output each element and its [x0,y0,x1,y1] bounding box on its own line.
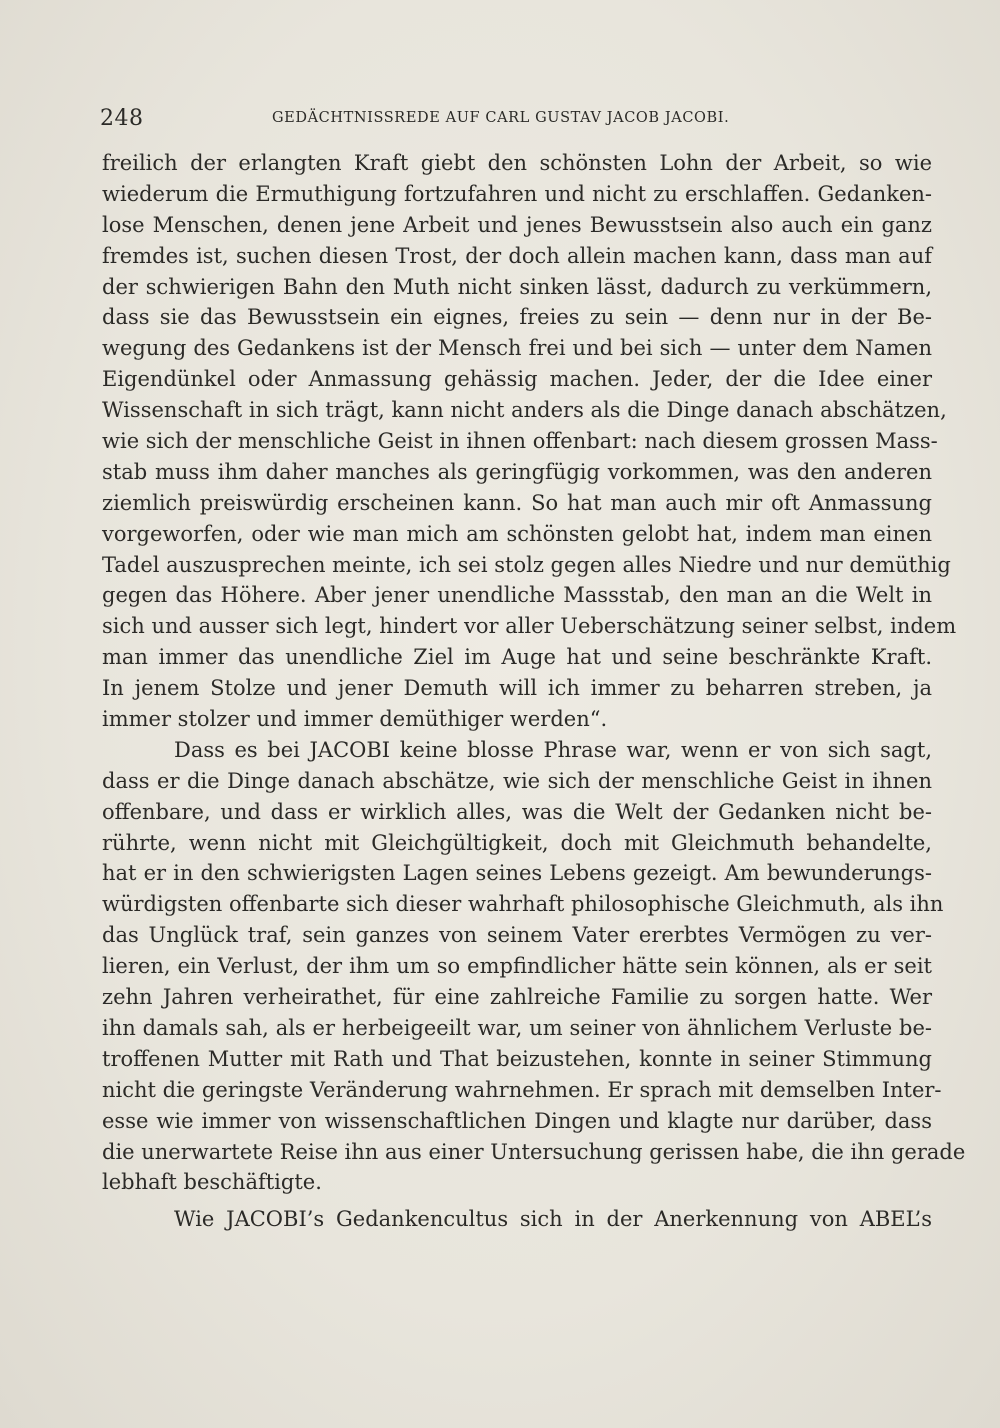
text-line: offenbare, und dass er wirklich alles, was die Welt der Gedanken nicht be- [102,799,932,824]
text-line: dass sie das Bewusstsein ein eignes, freies zu sein — denn nur in der Be- [102,305,932,330]
text-line: fremdes ist, suchen diesen Trost, der doch allein machen kann, dass man auf [102,243,932,268]
text-line: vorgeworfen, oder wie man mich am schönsten gelobt hat, indem man einen [102,521,932,546]
body-text [102,148,966,1235]
text-line: die unerwartete Reise ihn aus einer Untersuchung gerissen habe, die ihn gerade [102,1139,966,1164]
running-head-title: GEDÄCHTNISSREDE AUF CARL GUSTAV JACOB JACOBI. [272,110,730,126]
text-line: der schwierigen Bahn den Muth nicht sinken lässt, dadurch zu verkümmern, [102,274,932,299]
text-line: hat er in den schwierigsten Lagen seines Lebens gezeigt. Am bewunderungs- [102,861,932,886]
text-line: stab muss ihm daher manches als geringfügig vorkommen, was den anderen [102,459,932,484]
text-line: gegen das Höhere. Aber jener unendliche Massstab, den man an die Welt in [102,583,932,608]
text-line: Tadel auszusprechen meinte, ich sei stolz gegen alles Niedre und nur demüthig [102,552,951,577]
text-line: immer stolzer und immer demüthiger werden“. [102,707,608,732]
text-line: lebhaft beschäftigte. [102,1170,322,1195]
text-line: rührte, wenn nicht mit Gleichgültigkeit, doch mit Gleichmuth behandelte, [102,830,932,855]
text-line: In jenem Stolze und jener Demuth will ich immer zu beharren streben, ja [102,676,932,701]
text-line: ihn damals sah, als er herbeigeeilt war, um seiner von ähnlichem Verluste be- [102,1015,932,1040]
text-line: wiederum die Ermuthigung fortzufahren und nicht zu erschlaffen. Gedanken- [102,181,932,206]
text-line: Dass es bei JACOBI keine blosse Phrase war, wenn er von sich sagt, [174,737,932,762]
text-line: dass er die Dinge danach abschätze, wie sich der menschliche Geist in ihnen [102,768,932,793]
page-number: 248 [100,106,144,131]
text-line: esse wie immer von wissenschaftlichen Dingen und klagte nur darüber, dass [102,1108,932,1133]
text-line: würdigsten offenbarte sich dieser wahrhaft philosophische Gleichmuth, als ihn [102,892,944,917]
running-head [100,106,940,138]
text-line: zehn Jahren verheirathet, für eine zahlreiche Familie zu sorgen hatte. Wer [102,985,932,1010]
text-line: sich und ausser sich legt, hindert vor aller Ueberschätzung seiner selbst, indem [102,614,957,639]
text-line: Wissenschaft in sich trägt, kann nicht anders als die Dinge danach abschätzen, [102,398,947,423]
text-line: Wie JACOBI’s Gedankencultus sich in der Anerkennung von ABEL’s [174,1207,932,1232]
text-line: lieren, ein Verlust, der ihm um so empfindlicher hätte sein können, als er seit [102,954,932,979]
text-line: freilich der erlangten Kraft giebt den schönsten Lohn der Arbeit, so wie [102,151,932,175]
text-line: nicht die geringste Veränderung wahrnehmen. Er sprach mit demselben Inter- [102,1077,942,1102]
text-line: wie sich der menschliche Geist in ihnen offenbart: nach diesem grossen Mass- [102,429,938,454]
text-line: das Unglück traf, sein ganzes von seinem Vater ererbtes Vermögen zu ver- [102,923,932,948]
text-line: lose Menschen, denen jene Arbeit und jenes Bewusstsein also auch ein ganz [102,212,932,237]
text-line: man immer das unendliche Ziel im Auge hat und seine beschränkte Kraft. [102,645,932,670]
text-line: wegung des Gedankens ist der Mensch frei und bei sich — unter dem Namen [102,336,932,361]
text-line: troffenen Mutter mit Rath und That beizustehen, konnte in seiner Stimmung [102,1046,932,1071]
text-line: ziemlich preiswürdig erscheinen kann. So hat man auch mir oft Anmassung [102,490,932,515]
text-line: Eigendünkel oder Anmassung gehässig machen. Jeder, der die Idee einer [102,367,932,392]
